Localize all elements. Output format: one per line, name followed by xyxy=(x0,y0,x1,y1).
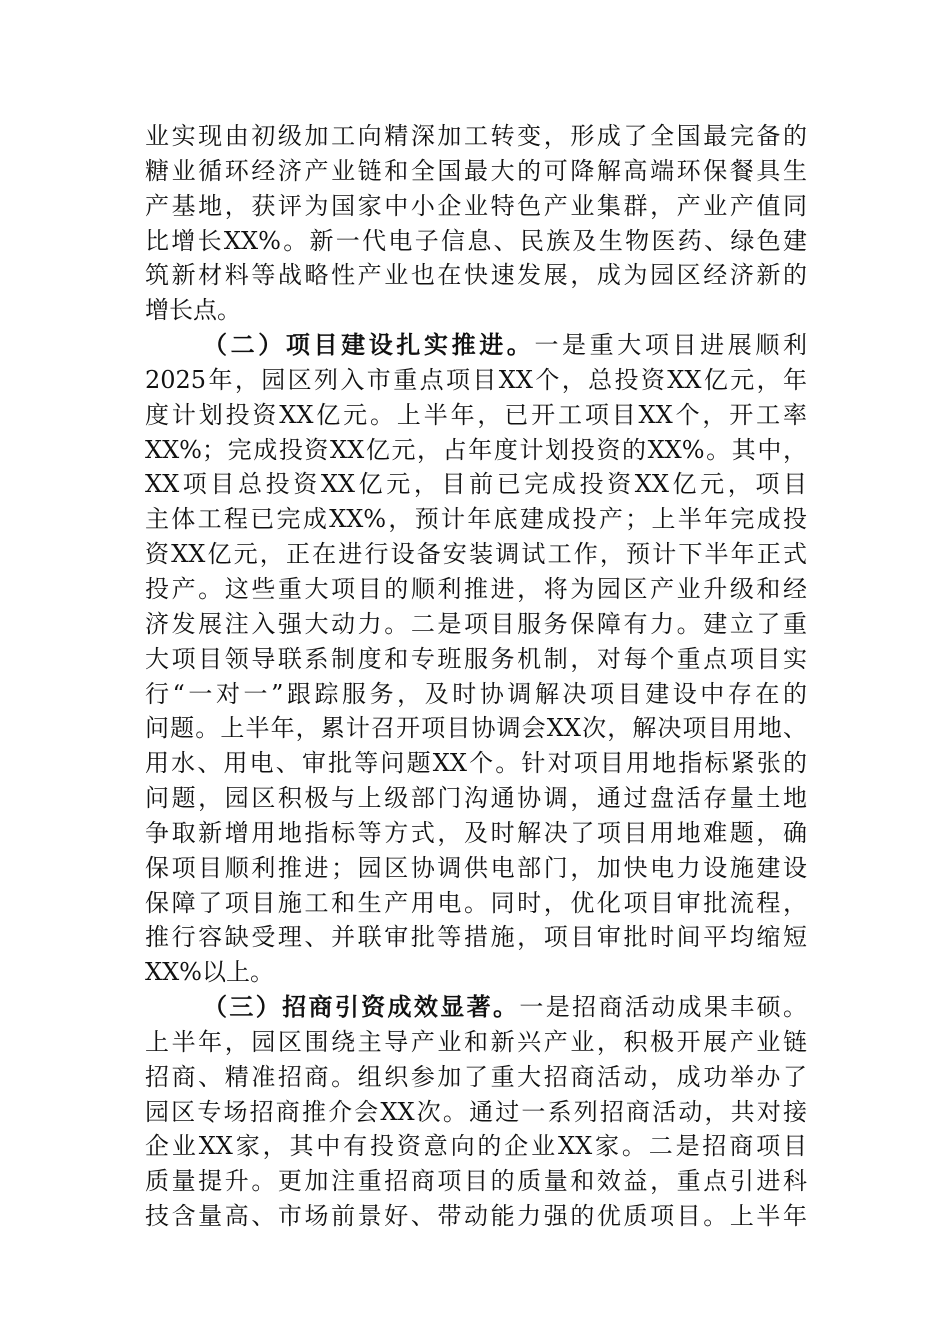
text-line xyxy=(145,1025,807,1060)
line-text: XX项目总投资XX亿元，目前已完成投资XX亿元，项目 xyxy=(145,470,807,499)
line-text: 业实现由初级加工向精深加工转变，形成了全国最完备的 xyxy=(145,122,807,150)
text-line xyxy=(145,189,807,224)
line-text: 度计划投资XX亿元。上半年，已开工项目XX个，开工率 xyxy=(145,400,807,429)
section-heading: （二）项目建设扎实推进。 xyxy=(203,330,535,360)
text-line xyxy=(145,537,807,572)
text-line xyxy=(145,154,807,189)
line-text: 上半年，园区围绕主导产业和新兴产业，积极开展产业链 xyxy=(145,1027,807,1056)
line-text: 一是重大项目进展顺利 xyxy=(534,331,808,360)
text-line xyxy=(145,1060,807,1095)
text-line xyxy=(145,642,807,677)
text-line xyxy=(145,1164,807,1199)
text-line xyxy=(145,328,807,363)
text-line xyxy=(145,224,807,259)
line-text: 行“一对一”跟踪服务，及时协调解决项目建设中存在的 xyxy=(145,679,807,708)
text-line xyxy=(145,816,807,851)
line-text: 问题，园区积极与上级部门沟通协调，通过盘活存量土地 xyxy=(145,784,807,813)
text-line xyxy=(145,1199,807,1234)
section-heading: （三）招商引资成效显著。 xyxy=(203,992,520,1022)
line-text: 产基地，获评为国家中小企业特色产业集群，产业产值同 xyxy=(145,191,807,220)
text-line xyxy=(145,851,807,886)
line-text: 推行容缺受理、并联审批等措施，项目审批时间平均缩短 xyxy=(145,923,807,952)
text-line xyxy=(145,433,807,468)
text-line xyxy=(145,711,807,746)
line-text: 质量提升。更加注重招商项目的质量和效益，重点引进科 xyxy=(145,1167,807,1196)
text-line xyxy=(145,781,807,816)
text-line xyxy=(145,955,807,990)
text-line xyxy=(145,1095,807,1130)
text-line xyxy=(145,502,807,537)
line-text: 企业XX家，其中有投资意向的企业XX家。二是招商项目 xyxy=(145,1132,807,1161)
line-text: 2025年，园区列入市重点项目XX个，总投资XX亿元，年 xyxy=(145,365,807,394)
line-text: 争取新增用地指标等方式，及时解决了项目用地难题，确 xyxy=(145,818,807,847)
line-text: XX%以上。 xyxy=(145,958,274,987)
line-text: 保项目顺利推进；园区协调供电部门，加快电力设施建设 xyxy=(145,853,807,882)
line-text: 济发展注入强大动力。二是项目服务保障有力。建立了重 xyxy=(145,609,807,638)
text-line xyxy=(145,920,807,955)
text-line xyxy=(145,119,807,154)
text-line xyxy=(145,258,807,293)
text-line xyxy=(145,467,807,502)
document-page xyxy=(145,119,807,1234)
line-text: 招商、精准招商。组织参加了重大招商活动，成功举办了 xyxy=(145,1062,807,1091)
line-text: 技含量高、市场前景好、带动能力强的优质项目。上半年 xyxy=(145,1202,807,1231)
paragraph xyxy=(145,119,807,328)
line-text: 园区专场招商推介会XX次。通过一系列招商活动，共对接 xyxy=(145,1097,807,1126)
text-line xyxy=(145,398,807,433)
paragraph xyxy=(145,328,807,990)
line-text: 比增长XX%。新一代电子信息、民族及生物医药、绿色建 xyxy=(145,226,807,255)
line-text: 投产。这些重大项目的顺利推进，将为园区产业升级和经 xyxy=(145,574,807,603)
line-text: 筑新材料等战略性产业也在快速发展，成为园区经济新的 xyxy=(145,261,807,290)
line-text: 糖业循环经济产业链和全国最大的可降解高端环保餐具生 xyxy=(145,156,807,185)
text-line xyxy=(145,572,807,607)
line-text: 增长点。 xyxy=(145,296,241,325)
line-text: 大项目领导联系制度和专班服务机制，对每个重点项目实 xyxy=(145,644,807,673)
line-text: 一是招商活动成果丰硕。 xyxy=(519,993,808,1022)
text-line xyxy=(145,1129,807,1164)
text-line xyxy=(145,886,807,921)
paragraph xyxy=(145,990,807,1234)
text-line xyxy=(145,746,807,781)
line-text: 主体工程已完成XX%，预计年底建成投产；上半年完成投 xyxy=(145,505,807,534)
text-line xyxy=(145,990,807,1025)
line-text: XX%；完成投资XX亿元，占年度计划投资的XX%。其中， xyxy=(145,435,807,464)
text-line xyxy=(145,363,807,398)
text-line xyxy=(145,677,807,712)
line-text: 用水、用电、审批等问题XX个。针对项目用地指标紧张的 xyxy=(145,749,807,778)
text-line xyxy=(145,293,807,328)
line-text: 保障了项目施工和生产用电。同时，优化项目审批流程， xyxy=(145,888,807,917)
line-text: 问题。上半年，累计召开项目协调会XX次，解决项目用地、 xyxy=(145,714,807,743)
text-line xyxy=(145,607,807,642)
line-text: 资XX亿元，正在进行设备安装调试工作，预计下半年正式 xyxy=(145,540,807,569)
